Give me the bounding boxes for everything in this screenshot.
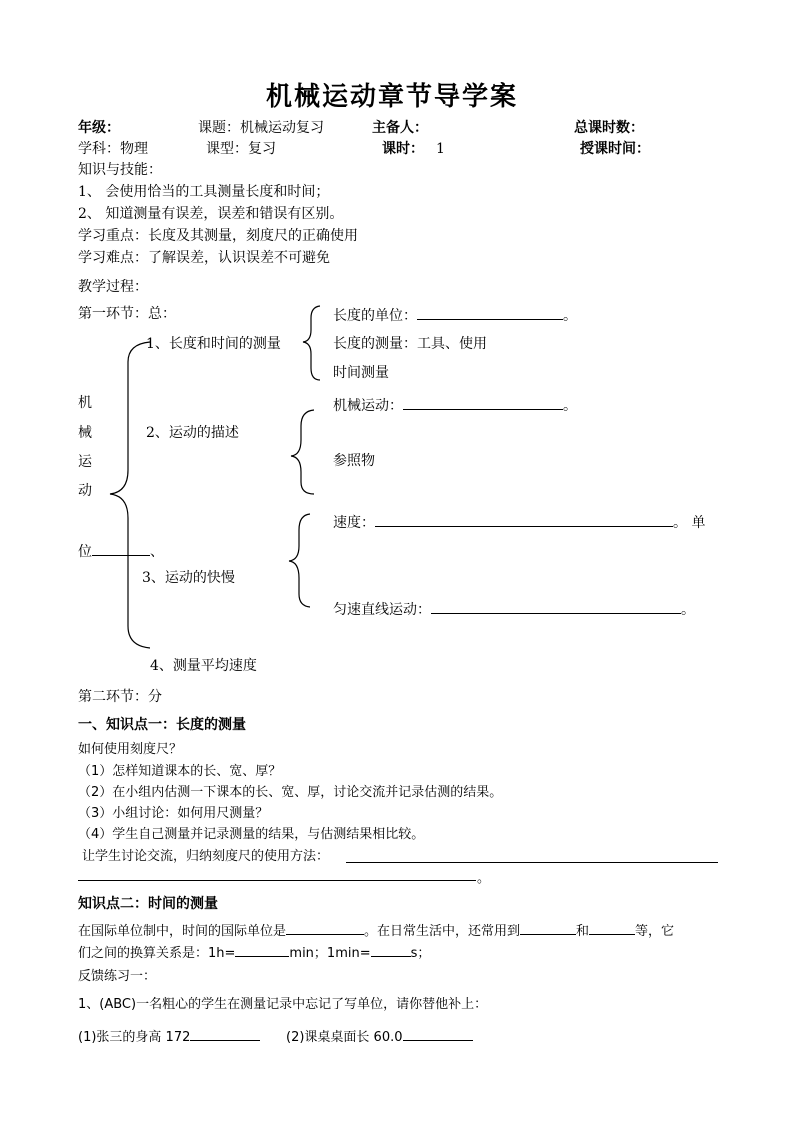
branch4-title: 4、测量平均速度 [150,658,257,674]
kp2-hour-blank[interactable] [235,942,289,957]
kp2-unit-blank-1[interactable] [520,920,576,935]
total-hours-label: 总课时数： [574,120,644,136]
feedback-heading: 反馈练习一： [78,969,157,984]
topic-label: 课题：机械运动复习 [198,120,324,136]
branch3-title: 3、运动的快慢 [142,570,235,586]
grade-label: 年级： [78,120,120,136]
kp1-step-4: （4）学生自己测量并记录测量的结果，与估测结果相比较。 [78,827,425,842]
branch3-brace [289,514,310,607]
root-char-5-text: 位 [78,544,92,560]
stage1-label: 第一环节：总： [78,306,176,322]
branch3-speed-end: 。 单 [673,515,706,531]
branch1-title: 1、长度和时间的测量 [146,336,281,352]
kp2-line1-a: 在国际单位制中，时间的国际单位是 [78,924,287,939]
kp1-summary-blank-2[interactable] [78,880,476,881]
period-value: 1 [436,141,445,157]
objective-item-1: 1、 会使用恰当的工具测量长度和时间； [78,184,330,200]
branch2-motion-label: 机械运动： [333,398,403,414]
kp1-summary: 让学生讨论交流，归纳刻度尺的使用方法： [82,849,330,864]
kp2-line2-a: 们之间的换算关系是：1h= [78,946,236,961]
kp1-step-2: （2）在小组内估测一下课本的长、宽、厚，讨论交流并记录估测的结果。 [78,785,503,800]
branch3-uniform-label: 匀速直线运动： [333,602,431,618]
objective-item-2: 2、 知道测量有误差，误差和错误有区别。 [78,206,344,222]
feedback-a1-text: (1)张三的身高 172 [78,1030,191,1045]
branch1-unit-label: 长度的单位： [333,308,417,324]
page-title: 机械运动章节导学案 [266,82,519,112]
kp1-step-3: （3）小组讨论：如何用尺测量？ [78,806,269,821]
preparer-label: 主备人： [372,120,428,136]
kp2-line1-d: 等，它 [635,924,675,939]
branch1-brace [303,306,320,380]
period-label: 课时： [382,141,424,157]
root-char-5-suffix: 、 [150,544,164,560]
branch1-unit-end: 。 [563,308,577,324]
branch2-motion-end: 。 [563,398,577,414]
kp1-step-1: （1）怎样知道课本的长、宽、厚？ [78,764,282,779]
kp1-summary-end: 。 [477,871,491,886]
branch2-title: 2、运动的描述 [146,425,239,441]
kp2-line2-b: min；1min= [289,946,371,961]
branch3-uniform-end: 。 [681,602,695,618]
kp2-unit-blank-2[interactable] [589,920,635,935]
difficulty: 学习难点：了解误差，认识误差不可避免 [78,250,330,266]
teach-time-label: 授课时间： [580,141,650,157]
stage2-label: 第二环节：分 [78,689,162,705]
feedback-answer-2 [286,1026,473,1047]
branch2-brace [291,410,314,494]
feedback-a2-blank[interactable] [403,1026,473,1041]
kp2-minute-blank[interactable] [371,942,411,957]
kp2-line-1 [78,920,674,941]
feedback-answer-1 [78,1026,260,1047]
kp2-line1-b: 。在日常生活中，还常用到 [364,924,521,939]
kp2-si-unit-blank[interactable] [286,920,364,935]
process-heading: 教学过程： [78,279,148,295]
kp2-line1-c: 和 [576,924,590,939]
feedback-q1: 1、(ABC)一名粗心的学生在测量记录中忘记了写单位，请你替他补上： [78,997,488,1012]
key-point: 学习重点：长度及其测量，刻度尺的正确使用 [78,228,358,244]
branch3-speed-label: 速度： [333,515,375,531]
root-char-2: 械 [78,425,92,441]
kp2-line2-c: s； [410,946,431,961]
feedback-a1-blank[interactable] [190,1026,260,1041]
kp2-heading: 知识点二：时间的测量 [78,896,218,912]
root-char-4: 动 [78,483,92,499]
root-char-3: 运 [78,454,92,470]
objectives-heading: 知识与技能： [78,162,162,178]
kp1-summary-blank-1[interactable] [346,862,718,863]
branch1-time: 时间测量 [333,365,389,381]
subject-label: 学科：物理 [78,141,148,157]
kp1-question: 如何使用刻度尺？ [78,742,183,757]
lesson-type-label: 课型：复习 [206,141,276,157]
root-brace [110,342,150,648]
kp2-line-2 [78,942,430,963]
branch1-measure: 长度的测量：工具、使用 [333,336,487,352]
root-char-1: 机 [78,395,92,411]
kp1-heading: 一、知识点一：长度的测量 [78,717,246,733]
feedback-a2-text: (2)课桌桌面长 60.0 [286,1030,403,1045]
branch2-reference: 参照物 [333,453,375,469]
